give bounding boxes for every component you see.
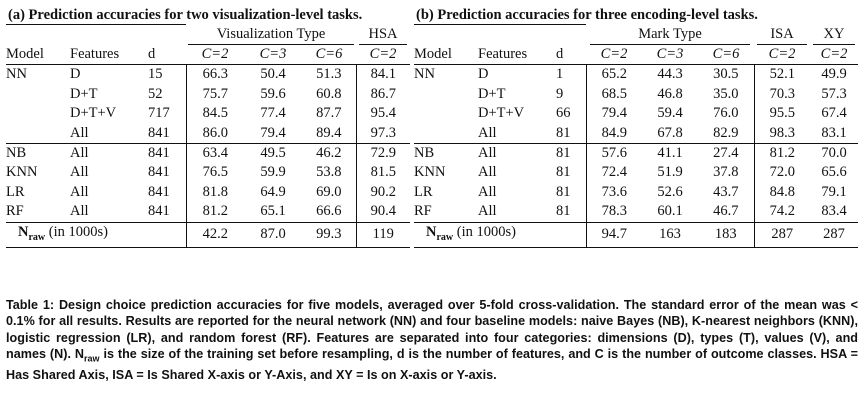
column-header-row <box>6 45 410 65</box>
cell-accuracy: 98.3 <box>754 124 810 144</box>
col-header-c: C=2 <box>369 45 397 62</box>
cell-accuracy: 76.5 <box>186 163 244 182</box>
cell-accuracy: 84.8 <box>754 183 810 202</box>
cell-accuracy: 57.6 <box>586 143 642 163</box>
cell-accuracy: 81.8 <box>186 183 244 202</box>
cell-accuracy: 46.2 <box>302 143 356 163</box>
table-row <box>6 124 410 144</box>
cell-accuracy: 37.8 <box>713 164 739 181</box>
col-header-c: C=2 <box>201 45 229 62</box>
cell-accuracy: 78.3 <box>586 202 642 222</box>
group-header-hsa: HSA <box>359 25 407 45</box>
cell-accuracy: 73.6 <box>586 183 642 202</box>
cell-accuracy: 67.8 <box>657 124 683 141</box>
cell-accuracy: 27.4 <box>698 143 754 163</box>
table-row <box>6 104 410 123</box>
cell-accuracy: 79.4 <box>260 124 286 141</box>
nraw-label <box>6 222 186 247</box>
nraw-n: N <box>426 223 437 240</box>
cell-features: D+T <box>478 85 506 102</box>
cell-accuracy: 63.4 <box>186 143 244 163</box>
cell-features: D+T+V <box>70 105 117 122</box>
cell-accuracy: 64.9 <box>260 183 286 200</box>
table-a <box>6 24 410 248</box>
cell-model: NB <box>6 143 70 163</box>
cell-accuracy: 66.3 <box>186 65 244 85</box>
cell-features: All <box>478 164 497 181</box>
panel-a-title: (a) Prediction accuracies for two visualization-level tasks. <box>8 7 363 23</box>
cell-features: All <box>70 143 148 163</box>
cell-model: LR <box>6 183 25 200</box>
cell-accuracy: 95.5 <box>754 104 810 123</box>
cell-model <box>6 85 70 104</box>
cell-features: All <box>478 183 497 200</box>
col-header-c: C=6 <box>315 45 343 62</box>
nn-block <box>6 65 410 144</box>
cell-accuracy: 84.5 <box>186 104 244 123</box>
cell-accuracy: 52.1 <box>754 65 810 85</box>
table-row <box>6 143 410 163</box>
baseline-block <box>6 143 410 222</box>
cell-accuracy: 87.7 <box>316 105 342 122</box>
cell-accuracy: 65.1 <box>260 203 286 220</box>
cell-model <box>414 124 478 144</box>
table-row <box>414 85 858 104</box>
cell-accuracy: 51.3 <box>302 65 356 85</box>
cell-accuracy: 49.9 <box>810 65 858 85</box>
cell-d: 52 <box>148 85 163 102</box>
cell-accuracy: 72.4 <box>586 163 642 182</box>
cell-model <box>6 104 70 123</box>
cell-accuracy: 65.2 <box>586 65 642 85</box>
cell-accuracy: 46.7 <box>713 203 739 220</box>
cell-nraw: 163 <box>642 222 698 247</box>
cell-features: All <box>478 124 497 141</box>
table-row <box>6 163 410 182</box>
cell-accuracy: 49.5 <box>244 143 302 163</box>
cell-d: 841 <box>148 124 170 141</box>
cell-accuracy: 57.3 <box>821 85 847 102</box>
nraw-label <box>414 222 586 247</box>
cell-d: 841 <box>148 183 170 200</box>
table-panel-a <box>6 0 410 248</box>
cell-nraw: 94.7 <box>586 222 642 247</box>
table-row <box>414 124 858 144</box>
cell-features: D <box>70 65 148 85</box>
cell-features: All <box>478 143 556 163</box>
table-row <box>414 202 858 222</box>
cell-accuracy: 97.3 <box>356 124 410 144</box>
col-header-c: C=6 <box>712 45 740 62</box>
cell-d: 841 <box>148 203 170 220</box>
nraw-block <box>6 222 410 247</box>
col-header-model: Model <box>6 45 44 62</box>
nraw-block <box>414 222 858 247</box>
cell-accuracy: 68.5 <box>586 85 642 104</box>
cell-accuracy: 51.9 <box>657 164 683 181</box>
table-b <box>414 24 858 248</box>
cell-features: All <box>70 183 89 200</box>
cell-nraw: 119 <box>356 222 410 247</box>
table-row <box>414 163 858 182</box>
cell-accuracy: 72.9 <box>356 143 410 163</box>
col-header-c: C=2 <box>600 45 628 62</box>
cell-model: KNN <box>414 164 446 181</box>
cell-nraw: 287 <box>810 222 858 247</box>
cell-model: KNN <box>6 164 38 181</box>
col-header-d: d <box>556 45 564 62</box>
column-header-row <box>414 45 858 65</box>
cell-nraw: 42.2 <box>186 222 244 247</box>
group-header-xy: XY <box>813 25 855 45</box>
group-header-mark-type: Mark Type <box>590 25 750 45</box>
cell-model <box>6 124 70 144</box>
cell-model <box>414 104 478 123</box>
panel-b-title: (b) Prediction accuracies for three encoding-level tasks. <box>416 7 758 23</box>
cell-accuracy: 69.0 <box>316 183 342 200</box>
cell-accuracy: 74.2 <box>754 202 810 222</box>
table-row <box>6 65 410 85</box>
cell-accuracy: 89.4 <box>316 124 342 141</box>
nraw-rest: (in 1000s) <box>45 223 108 240</box>
cell-accuracy: 79.1 <box>821 183 847 200</box>
cell-d: 81 <box>556 164 571 181</box>
cell-accuracy: 60.8 <box>316 85 342 102</box>
cell-accuracy: 72.0 <box>754 163 810 182</box>
cell-accuracy: 67.4 <box>821 105 847 122</box>
nraw-sub: raw <box>28 231 46 243</box>
cell-accuracy: 60.1 <box>657 203 683 220</box>
cell-features: D+T <box>70 85 98 102</box>
cell-accuracy: 86.7 <box>356 85 410 104</box>
nraw-row <box>6 222 410 247</box>
table-caption <box>6 297 858 383</box>
col-header-model: Model <box>414 45 452 62</box>
cell-features: All <box>70 164 89 181</box>
cell-accuracy: 35.0 <box>713 85 739 102</box>
col-header-c: C=3 <box>259 45 287 62</box>
cell-d: 81 <box>556 143 586 163</box>
col-header-c: C=2 <box>820 45 848 62</box>
cell-accuracy: 90.2 <box>356 183 410 202</box>
cell-accuracy: 30.5 <box>698 65 754 85</box>
cell-model: RF <box>6 203 24 220</box>
table-row <box>414 104 858 123</box>
cell-model <box>414 85 478 104</box>
caption-part-2: is the size of the training set before resampling, d is the number of features, and C is the number of outcome classes. HSA = Has Shared Axis, ISA = Is Shared X-axis or Y-Axis, and XY = Is on X-axis or Y-axis. <box>6 346 858 382</box>
baseline-block <box>414 143 858 222</box>
cell-accuracy: 50.4 <box>244 65 302 85</box>
cell-accuracy: 84.1 <box>356 65 410 85</box>
cell-features: All <box>478 203 497 220</box>
cell-accuracy: 65.6 <box>821 164 847 181</box>
cell-model: NN <box>414 65 478 85</box>
nraw-sub: raw <box>436 231 454 243</box>
cell-accuracy: 44.3 <box>642 65 698 85</box>
cell-accuracy: 52.6 <box>657 183 683 200</box>
cell-model: LR <box>414 183 433 200</box>
cell-accuracy: 70.3 <box>754 85 810 104</box>
cell-nraw: 87.0 <box>244 222 302 247</box>
cell-nraw: 287 <box>754 222 810 247</box>
group-header-isa: ISA <box>757 25 807 45</box>
col-header-features: Features <box>478 45 528 62</box>
cell-accuracy: 90.4 <box>356 202 410 222</box>
table-row <box>414 143 858 163</box>
cell-accuracy: 41.1 <box>642 143 698 163</box>
cell-accuracy: 59.6 <box>260 85 286 102</box>
cell-d: 66 <box>556 105 571 122</box>
nn-block <box>414 65 858 144</box>
cell-d: 841 <box>148 164 170 181</box>
table-row <box>6 85 410 104</box>
col-header-c: C=3 <box>656 45 684 62</box>
cell-accuracy: 46.8 <box>657 85 683 102</box>
cell-accuracy: 66.6 <box>316 203 342 220</box>
cell-model: RF <box>414 203 432 220</box>
cell-accuracy: 82.9 <box>713 124 739 141</box>
cell-accuracy: 75.7 <box>186 85 244 104</box>
cell-accuracy: 59.4 <box>657 105 683 122</box>
cell-features: All <box>70 124 89 141</box>
caption-nraw-subscript: raw <box>83 353 100 364</box>
table-row <box>414 65 858 85</box>
cell-d: 81 <box>556 183 571 200</box>
cell-accuracy: 59.9 <box>260 164 286 181</box>
cell-accuracy: 70.0 <box>810 143 858 163</box>
cell-model: NB <box>414 143 478 163</box>
group-header-row <box>6 25 410 45</box>
cell-accuracy: 77.4 <box>260 105 286 122</box>
cell-accuracy: 43.7 <box>713 183 739 200</box>
cell-nraw: 99.3 <box>302 222 356 247</box>
cell-accuracy: 81.2 <box>754 143 810 163</box>
group-header-visualization-type: Visualization Type <box>188 25 354 45</box>
col-header-c: C=2 <box>768 45 796 62</box>
cell-d: 81 <box>556 203 571 220</box>
cell-accuracy: 53.8 <box>316 164 342 181</box>
nraw-row <box>414 222 858 247</box>
cell-accuracy: 83.4 <box>821 203 847 220</box>
group-header-row <box>414 25 858 45</box>
cell-accuracy: 81.5 <box>356 163 410 182</box>
cell-accuracy: 95.4 <box>356 104 410 123</box>
cell-accuracy: 84.9 <box>586 124 642 144</box>
table-row <box>414 183 858 202</box>
cell-model: NN <box>6 65 70 85</box>
caption-part-1: Table 1: Design choice prediction accuracies for five models, averaged over 5-fold cross-validation. The standard error of the mean was < 0.1% for all results. Results are reported for the neural network (NN) and four baseline models: naive Bayes (NB), K-nearest neighbors (KNN), logistic regression (LR), and random forest (RF). Features are separated into four categories: dimensions (D), types (T), values (V), and names (N). N <box>6 298 858 361</box>
col-header-d: d <box>148 45 156 62</box>
cell-accuracy: 76.0 <box>713 105 739 122</box>
cell-d: 15 <box>148 65 186 85</box>
cell-features: D+T+V <box>478 105 525 122</box>
cell-d: 1 <box>556 65 586 85</box>
cell-nraw: 183 <box>698 222 754 247</box>
cell-accuracy: 83.1 <box>821 124 847 141</box>
cell-features: D <box>478 65 556 85</box>
nraw-rest: (in 1000s) <box>453 223 516 240</box>
table-row <box>6 183 410 202</box>
cell-d: 841 <box>148 143 186 163</box>
cell-accuracy: 81.2 <box>186 202 244 222</box>
cell-accuracy: 86.0 <box>186 124 244 144</box>
cell-features: All <box>70 203 89 220</box>
table-row <box>6 202 410 222</box>
cell-d: 717 <box>148 105 170 122</box>
nraw-n: N <box>18 223 29 240</box>
cell-accuracy: 79.4 <box>586 104 642 123</box>
table-panel-b <box>414 0 858 248</box>
cell-d: 81 <box>556 124 571 141</box>
cell-d: 9 <box>556 85 564 102</box>
col-header-features: Features <box>70 45 120 62</box>
